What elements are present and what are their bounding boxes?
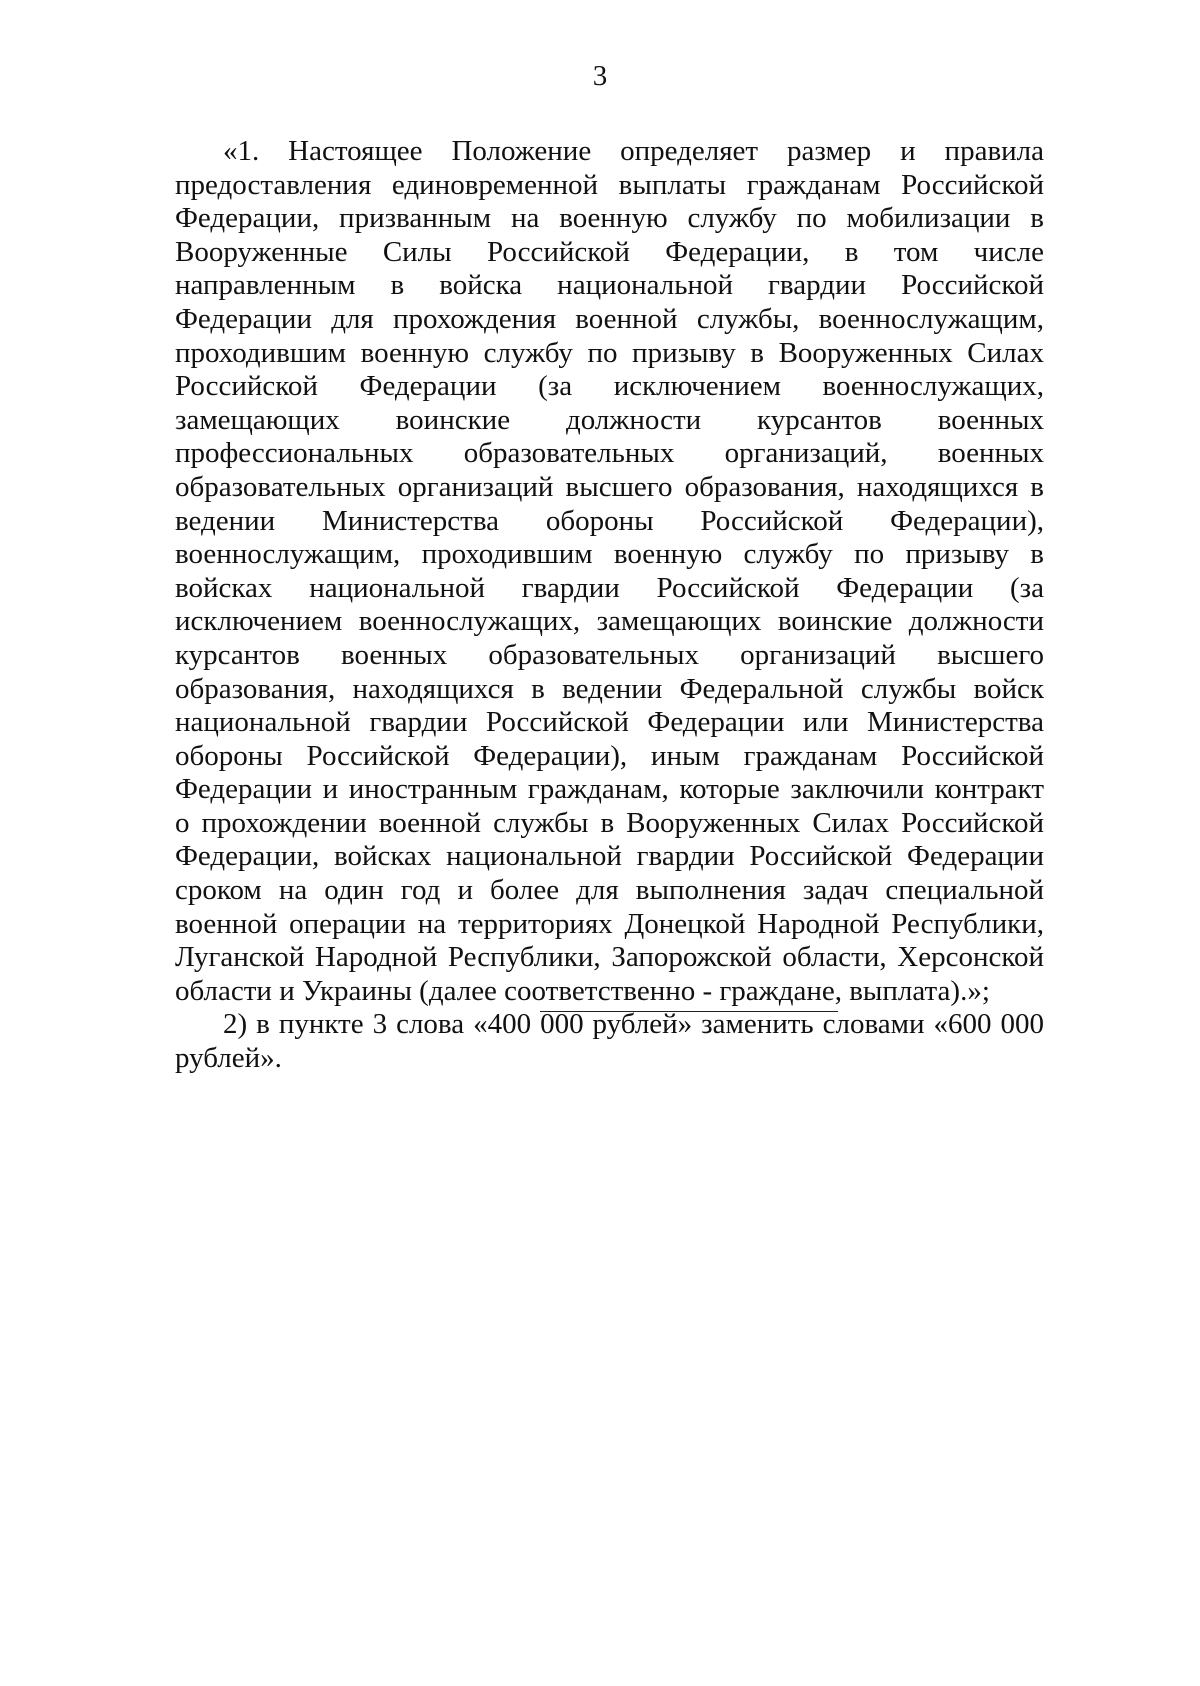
closing-divider-line <box>540 1011 838 1012</box>
paragraph-2: 2) в пункте 3 слова «400 000 рублей» заменить словами «600 000 рублей». <box>175 1008 1044 1075</box>
document-body <box>175 135 1044 1076</box>
paragraph-1: «1. Настоящее Положение определяет размер и правила предоставления единовременной выплаты гражданам Российской Федерации, призванным на военную службу по мобилизации в Вооруженные Силы Российской Федерации, в том числе направленным в войска национальной гвардии Российской Федерации для прохождения военной службы, военнослужащим, проходившим военную службу по призыву в Вооруженных Силах Российской Федерации (за исключением военнослужащих, замещающих воинские должности курсантов военных профессиональных образовательных организаций, военных образовательных организаций высшего образования, находящихся в ведении Министерства обороны Российской Федерации), военнослужащим, проходившим военную службу по призыву в войсках национальной гвардии Российской Федерации (за исключением военнослужащих, замещающих воинские должности курсантов военных образовательных организаций высшего образования, находящихся в ведении Федеральной службы войск национальной гвардии Российской Федерации или Министерства обороны Российской Федерации), иным гражданам Российской Федерации и иностранным гражданам, которые заключили контракт о прохождении военной службы в Вооруженных Силах Российской Федерации, войсках национальной гвардии Российской Федерации сроком на один год и более для выполнения задач специальной военной операции на территориях Донецкой Народной Республики, Луганской Народной Республики, Запорожской области, Херсонской области и Украины (далее соответственно - граждане, выплата).»; <box>175 135 1044 1007</box>
page-number: 3 <box>592 60 608 92</box>
